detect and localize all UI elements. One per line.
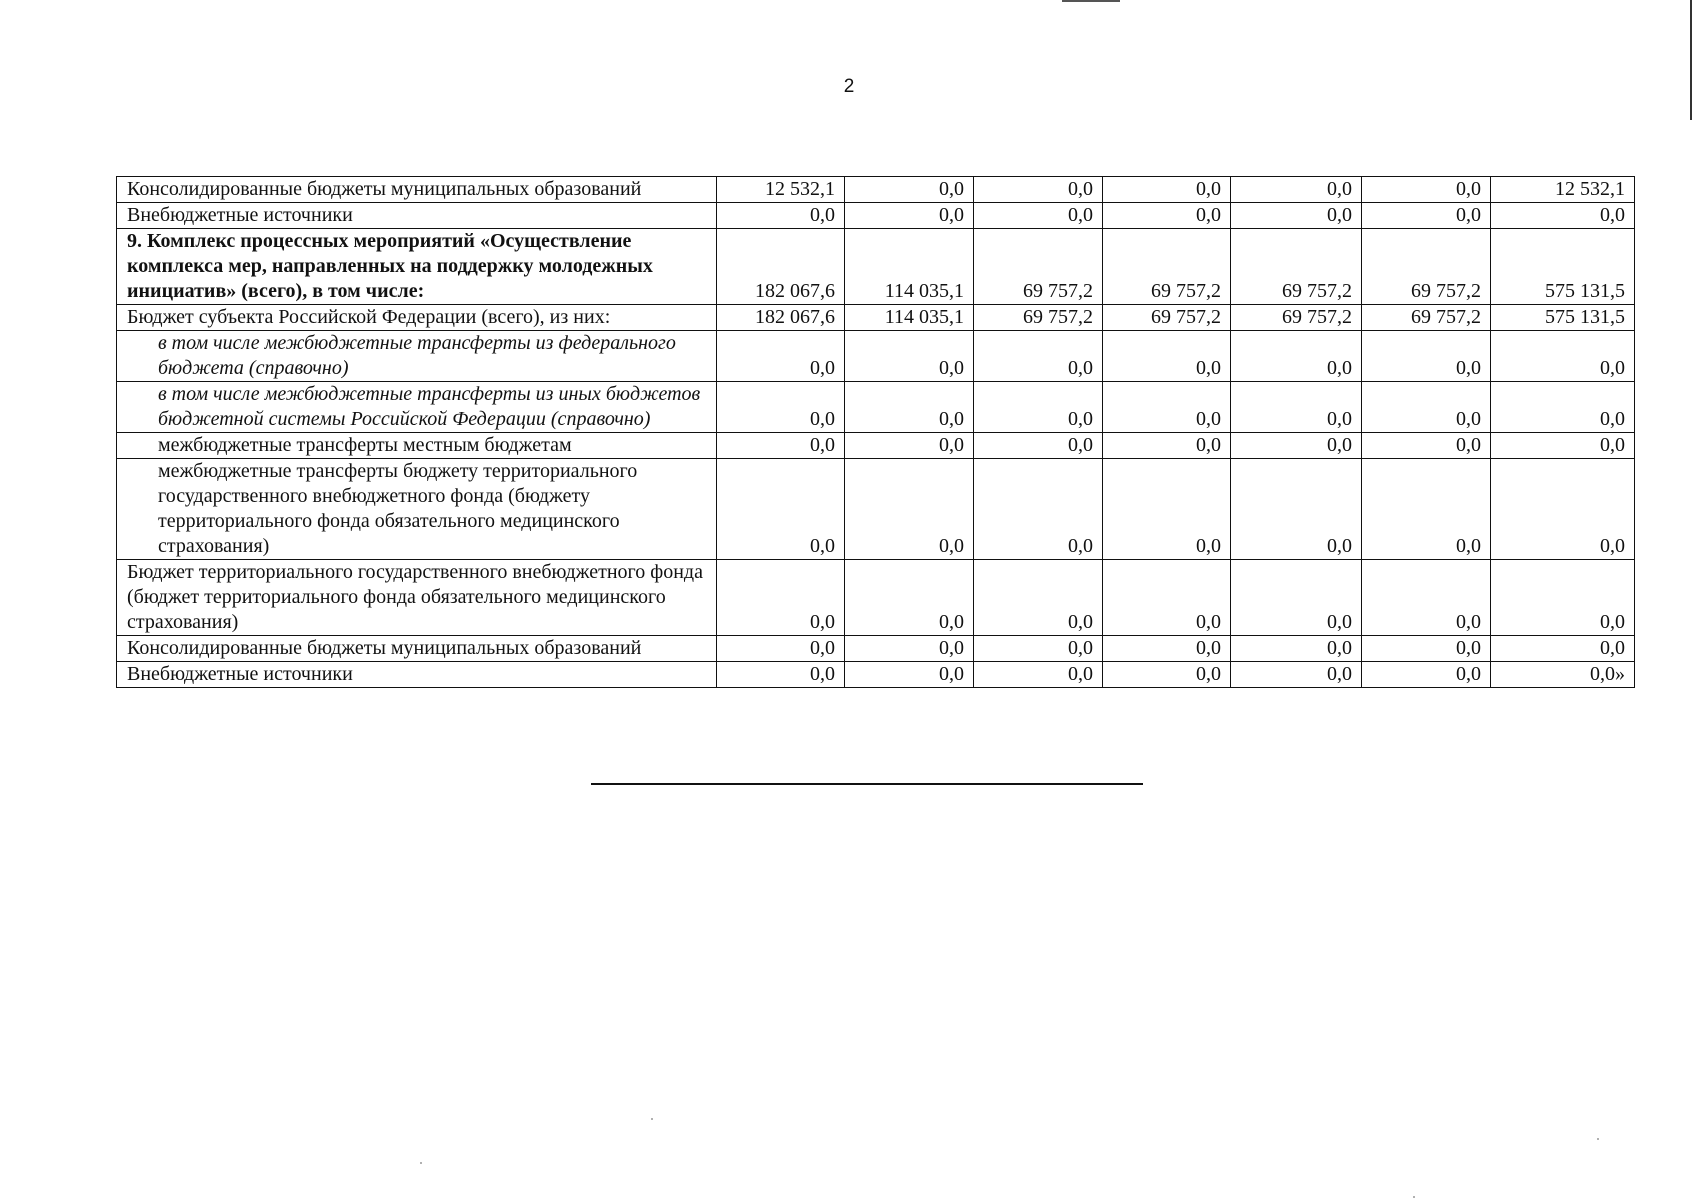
value-cell: 0,0 <box>845 203 974 229</box>
value-cell: 114 035,1 <box>845 305 974 331</box>
value-cell: 0,0 <box>1103 382 1231 433</box>
value-cell: 69 757,2 <box>1231 229 1362 305</box>
value-cell: 69 757,2 <box>1103 305 1231 331</box>
value-cell: 0,0 <box>1231 203 1362 229</box>
value-cell: 0,0 <box>1103 177 1231 203</box>
value-cell: 69 757,2 <box>974 229 1103 305</box>
value-cell: 0,0 <box>1103 203 1231 229</box>
row-label: 9. Комплекс процессных мероприятий «Осуществление комплекса мер, направленных на поддержку молодежных инициатив» (всего), в том числе: <box>117 229 717 305</box>
value-cell: 69 757,2 <box>1362 229 1491 305</box>
value-cell: 0,0 <box>845 331 974 382</box>
table-row <box>117 305 1635 331</box>
value-cell: 0,0 <box>717 560 845 636</box>
row-label: Бюджет территориального государственного внебюджетного фонда (бюджет территориального фонда обязательного медицинского страхования) <box>117 560 717 636</box>
value-cell: 0,0 <box>845 636 974 662</box>
value-cell: 0,0 <box>1491 382 1635 433</box>
table-row <box>117 433 1635 459</box>
value-cell: 0,0 <box>974 382 1103 433</box>
value-cell: 0,0 <box>974 433 1103 459</box>
value-cell: 0,0 <box>717 433 845 459</box>
scan-speck <box>1413 1196 1415 1198</box>
value-cell: 0,0 <box>1103 459 1231 560</box>
value-cell: 0,0 <box>1362 382 1491 433</box>
table-row <box>117 177 1635 203</box>
budget-table-body <box>117 177 1635 688</box>
value-cell: 575 131,5 <box>1491 305 1635 331</box>
value-cell: 0,0 <box>1491 203 1635 229</box>
value-cell: 0,0 <box>845 459 974 560</box>
scan-speck <box>651 1118 653 1120</box>
value-cell: 0,0 <box>1491 459 1635 560</box>
row-label: Внебюджетные источники <box>117 203 717 229</box>
value-cell: 0,0 <box>974 331 1103 382</box>
value-cell: 114 035,1 <box>845 229 974 305</box>
row-label: в том числе межбюджетные трансферты из иных бюджетов бюджетной системы Российской Федерации (справочно) <box>117 382 717 433</box>
value-cell: 0,0 <box>845 382 974 433</box>
value-cell: 0,0 <box>1491 560 1635 636</box>
value-cell: 0,0 <box>1231 636 1362 662</box>
value-cell: 0,0 <box>1103 433 1231 459</box>
scan-top-mark <box>1062 0 1120 2</box>
value-cell: 182 067,6 <box>717 305 845 331</box>
row-label: межбюджетные трансферты местным бюджетам <box>117 433 717 459</box>
value-cell: 0,0 <box>717 459 845 560</box>
page-number: 2 <box>843 76 855 97</box>
value-cell: 69 757,2 <box>1231 305 1362 331</box>
value-cell: 0,0 <box>717 331 845 382</box>
value-cell: 0,0 <box>717 203 845 229</box>
value-cell: 182 067,6 <box>717 229 845 305</box>
value-cell: 0,0 <box>1103 636 1231 662</box>
value-cell: 0,0 <box>1231 433 1362 459</box>
value-cell: 0,0 <box>1231 382 1362 433</box>
value-cell: 0,0 <box>1491 331 1635 382</box>
end-of-document-rule <box>591 783 1143 785</box>
value-cell: 0,0 <box>974 203 1103 229</box>
value-cell: 0,0 <box>1491 636 1635 662</box>
value-cell: 0,0 <box>1231 177 1362 203</box>
value-cell: 69 757,2 <box>1362 305 1491 331</box>
row-label: Консолидированные бюджеты муниципальных образований <box>117 636 717 662</box>
scan-speck <box>420 1162 422 1164</box>
value-cell: 0,0 <box>1103 331 1231 382</box>
value-cell: 0,0 <box>717 662 845 688</box>
value-cell: 575 131,5 <box>1491 229 1635 305</box>
table-row <box>117 636 1635 662</box>
value-cell: 0,0 <box>1103 662 1231 688</box>
budget-table <box>116 176 1635 688</box>
value-cell: 0,0 <box>845 560 974 636</box>
value-cell: 0,0 <box>717 382 845 433</box>
value-cell: 0,0 <box>1362 636 1491 662</box>
table-row <box>117 229 1635 305</box>
row-label: Консолидированные бюджеты муниципальных образований <box>117 177 717 203</box>
value-cell: 0,0 <box>1362 177 1491 203</box>
value-cell: 0,0 <box>1231 459 1362 560</box>
value-cell: 69 757,2 <box>974 305 1103 331</box>
value-cell: 0,0 <box>1362 331 1491 382</box>
value-cell: 0,0 <box>1362 662 1491 688</box>
value-cell: 0,0 <box>1231 331 1362 382</box>
value-cell: 0,0 <box>1231 560 1362 636</box>
value-cell: 0,0 <box>845 433 974 459</box>
value-cell: 0,0 <box>845 177 974 203</box>
scan-right-edge <box>1690 0 1692 120</box>
scan-speck <box>1597 1138 1599 1140</box>
value-cell: 0,0 <box>974 636 1103 662</box>
table-row <box>117 382 1635 433</box>
value-cell: 0,0 <box>1491 433 1635 459</box>
value-cell: 0,0 <box>1362 459 1491 560</box>
value-cell: 0,0 <box>1362 560 1491 636</box>
value-cell: 0,0 <box>974 177 1103 203</box>
value-cell: 0,0 <box>845 662 974 688</box>
table-row <box>117 662 1635 688</box>
value-cell: 0,0 <box>974 560 1103 636</box>
table-row <box>117 331 1635 382</box>
value-cell: 0,0 <box>1231 662 1362 688</box>
table-row <box>117 459 1635 560</box>
value-cell: 12 532,1 <box>717 177 845 203</box>
row-label: в том числе межбюджетные трансферты из федерального бюджета (справочно) <box>117 331 717 382</box>
value-cell: 0,0» <box>1491 662 1635 688</box>
row-label: Бюджет субъекта Российской Федерации (всего), из них: <box>117 305 717 331</box>
value-cell: 0,0 <box>974 662 1103 688</box>
value-cell: 0,0 <box>1103 560 1231 636</box>
value-cell: 12 532,1 <box>1491 177 1635 203</box>
value-cell: 0,0 <box>1362 433 1491 459</box>
value-cell: 0,0 <box>1362 203 1491 229</box>
row-label: Внебюджетные источники <box>117 662 717 688</box>
row-label: межбюджетные трансферты бюджету территориального государственного внебюджетного фонда (бюджету территориального фонда обязательного медицинского страхования) <box>117 459 717 560</box>
table-row <box>117 203 1635 229</box>
table-row <box>117 560 1635 636</box>
value-cell: 69 757,2 <box>1103 229 1231 305</box>
value-cell: 0,0 <box>717 636 845 662</box>
value-cell: 0,0 <box>974 459 1103 560</box>
